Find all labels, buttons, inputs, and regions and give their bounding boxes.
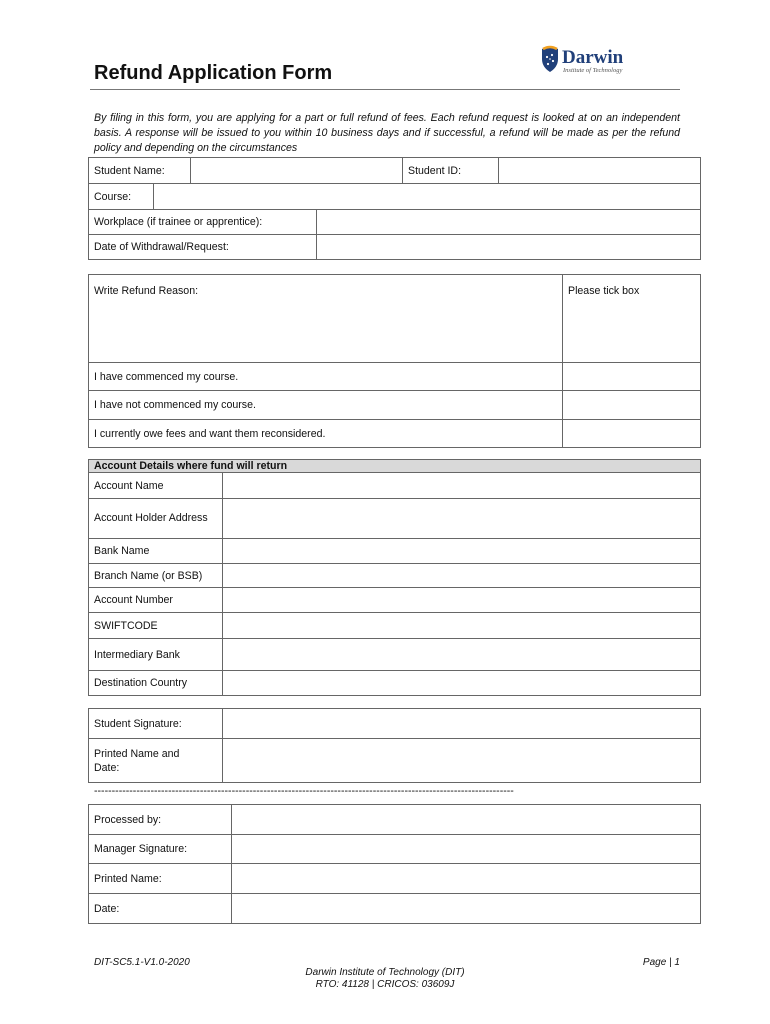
logo-subtitle: Institute of Technology	[563, 67, 623, 74]
signature-table	[88, 708, 701, 783]
date-label: Date:	[89, 894, 232, 924]
shield-icon	[540, 45, 560, 73]
course-label: Course:	[89, 184, 154, 210]
printed-name-field[interactable]	[232, 864, 701, 894]
account-number-field[interactable]	[223, 588, 701, 613]
manager-signature-label: Manager Signature:	[89, 835, 232, 864]
workplace-field[interactable]	[317, 210, 701, 235]
account-details-table	[88, 459, 701, 696]
printed-name-date-field[interactable]	[223, 739, 701, 783]
course-field[interactable]	[154, 184, 701, 210]
account-holder-address-label: Account Holder Address	[89, 499, 223, 539]
footer-rto: RTO: 41128 | CRICOS: 03609J	[315, 979, 455, 990]
processed-by-label: Processed by:	[89, 805, 232, 835]
date-field[interactable]	[232, 894, 701, 924]
student-signature-field[interactable]	[223, 709, 701, 739]
refund-reason-field[interactable]: Write Refund Reason:	[89, 275, 563, 363]
printed-name-date-label: Printed Name and Date:	[89, 739, 223, 783]
withdrawal-date-field[interactable]	[317, 235, 701, 260]
option-owe-fees: I currently owe fees and want them reconsidered.	[89, 420, 563, 448]
printed-name-label: Printed Name:	[89, 864, 232, 894]
account-holder-address-field[interactable]	[223, 499, 701, 539]
title-rule	[90, 89, 680, 90]
processed-by-field[interactable]	[232, 805, 701, 835]
intro-text: By filing in this form, you are applying for a part or full refund of fees. Each refund request is looked at on an independent basis. A response will be issued to you within 10 business days and if successful, a refund will be made as per the refund policy and depending on the circumstances	[94, 112, 680, 154]
bank-name-field[interactable]	[223, 539, 701, 564]
tick-box-header: Please tick box	[563, 275, 701, 363]
workplace-label: Workplace (if trainee or apprentice):	[89, 210, 317, 235]
withdrawal-date-label: Date of Withdrawal/Request:	[89, 235, 317, 260]
logo	[538, 43, 648, 77]
branch-name-label: Branch Name (or BSB)	[89, 564, 223, 588]
account-number-label: Account Number	[89, 588, 223, 613]
student-signature-label: Student Signature:	[89, 709, 223, 739]
intermediary-bank-label: Intermediary Bank	[89, 639, 223, 671]
swiftcode-label: SWIFTCODE	[89, 613, 223, 639]
manager-signature-field[interactable]	[232, 835, 701, 864]
tick-box-owe-fees[interactable]	[563, 420, 701, 448]
document-code: DIT-SC5.1-V1.0-2020	[94, 957, 190, 968]
bank-name-label: Bank Name	[89, 539, 223, 564]
student-details-table	[88, 157, 701, 260]
student-name-field[interactable]	[191, 158, 403, 184]
student-id-field[interactable]	[499, 158, 701, 184]
destination-country-field[interactable]	[223, 671, 701, 696]
student-name-label: Student Name:	[89, 158, 191, 184]
option-not-commenced: I have not commenced my course.	[89, 391, 563, 420]
account-name-field[interactable]	[223, 473, 701, 499]
account-name-label: Account Name	[89, 473, 223, 499]
tick-box-commenced[interactable]	[563, 363, 701, 391]
refund-reason-table	[88, 274, 701, 448]
option-commenced: I have commenced my course.	[89, 363, 563, 391]
page-number: Page | 1	[642, 957, 680, 968]
student-id-label: Student ID:	[403, 158, 499, 184]
footer-organisation	[235, 967, 535, 991]
logo-name: Darwin	[562, 47, 624, 68]
cut-line: -----------------------------------------------------------------------------------------------------------------------	[94, 785, 514, 797]
office-use-table	[88, 804, 701, 924]
intermediary-bank-field[interactable]	[223, 639, 701, 671]
account-details-header: Account Details where fund will return	[89, 460, 701, 473]
footer-org-name: Darwin Institute of Technology (DIT)	[305, 967, 465, 978]
branch-name-field[interactable]	[223, 564, 701, 588]
tick-box-not-commenced[interactable]	[563, 391, 701, 420]
destination-country-label: Destination Country	[89, 671, 223, 696]
swiftcode-field[interactable]	[223, 613, 701, 639]
page-title: Refund Application Form	[94, 62, 333, 84]
